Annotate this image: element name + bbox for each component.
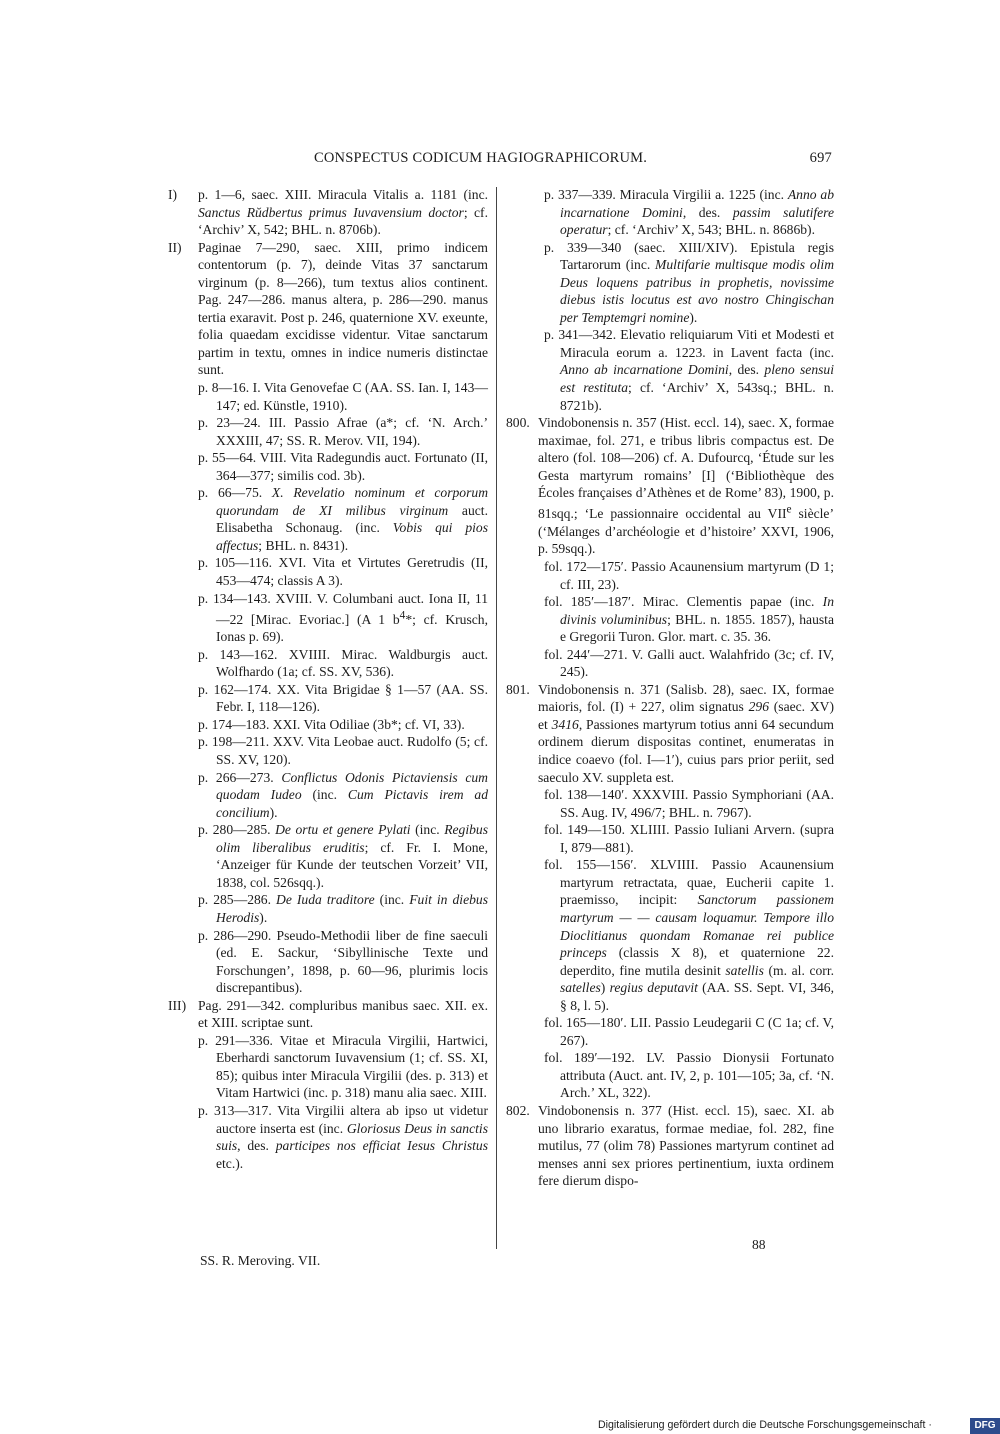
content-item — [168, 821, 488, 891]
entry-text: Paginae 7—290, saec. XIII, primo indicem contentorum (p. 7), deinde Vitas 37 sanctarum virginum (p. 8—266), tum textus alios continent. Pag. 247—286. manus altera, p. 286—290. manus tertia exaravit. Post p. 246, quaternione XV. exeunte, folia quaedam excidisse videntur. Vitae sanctarum partim in textu, omnes in indice numeris distinctae sunt. — [198, 239, 488, 378]
running-header — [176, 150, 832, 172]
content-item — [168, 927, 488, 997]
entry-number: I) — [168, 187, 178, 202]
running-title: CONSPECTUS CODICUM HAGIOGRAPHICORUM. — [314, 150, 648, 166]
content-item — [168, 681, 488, 716]
entry-text: p. 266—273. Conflictus Odonis Pictaviensis cum quodam Iudeo (inc. Cum Pictavis irem ad concilium). — [198, 769, 489, 820]
entry-text: p. 280—285. De ortu et genere Pylati (inc. Regibus olim liberalibus eruditis; cf. Fr. I. Mone, ‘Anzeiger für Kunde der teutschen Vorzeit’ VII, 1838, col. 526sqq.). — [198, 822, 488, 890]
entry-text: p. 341—342. Elevatio reliquiarum Viti et Modesti et Miracula eorum a. 1223. in Lavent facta (inc. Anno ab incarnatione Domini, des. pleno sensui est restituta; cf. ‘Archiv’ X, 543sq.; BHL. n. 8721b). — [544, 327, 834, 413]
entry-text: p. 162—174. XX. Vita Brigidae § 1—57 (AA. SS. Febr. I, 118—126). — [198, 681, 488, 715]
page-number: 697 — [809, 150, 832, 166]
content-item — [506, 558, 834, 593]
entry-text: Vindobonensis n. 371 (Salisb. 28), saec. IX, formae maioris, fol. (I) + 227, olim signatus 296 (saec. XV) et 3416, Passiones martyrum totius anni 64 secundum ordinem dierum dispositas continet, enumeratas in indice coaevo (fol. I—1′), cuius pars prior periit, sed saeculo XV. suppleta est. — [538, 681, 835, 785]
sheet-number: 88 — [752, 1237, 766, 1252]
content-item — [168, 590, 488, 646]
content-item — [168, 554, 488, 589]
entry-text: Vindobonensis n. 357 (Hist. eccl. 14), saec. X, formae maximae, fol. 271, e tribus libris compactus est. De altero (fol. 108—206) cf. A. Dufourcq, ‘Étude sur les Gesta martyrum romains’ [I] (‘Bibliothèque des Écoles françaises d’Athènes et de Rome’ 83), 1900, p. 81sqq.; ‘Le passionnaire occidental au VIIe siècle’ (‘Mélanges d’archéologie et d’histoire’ XXVI, 1906, p. 59sqq.). — [538, 415, 834, 557]
codex-entry — [506, 414, 834, 558]
right-column — [506, 186, 834, 1190]
entry-text: fol. 185′—187′. Mirac. Clementis papae (inc. In divinis voluminibus; BHL. n. 1855. 1857), hausta e Gregorii Turon. Glor. mart. c. 35. 36. — [544, 594, 834, 645]
entry-text: p. 337—339. Miracula Virgilii a. 1225 (inc. Anno ab incarnatione Domini, des. passim salutifere operatur; cf. ‘Archiv’ X, 543; BHL. n. 8686b). — [544, 187, 835, 238]
content-item — [506, 1014, 834, 1049]
entry-text: p. 1—6, saec. XIII. Miracula Vitalis a. 1181 (inc. Sanctus Rŭdbertus primus Iuvavensium doctor; cf. ‘Archiv’ X, 542; BHL. n. 8706b). — [198, 187, 488, 238]
content-item — [506, 786, 834, 821]
content-item — [506, 239, 834, 327]
entry-number: 802. — [506, 1102, 530, 1118]
content-item — [168, 769, 488, 822]
entry-text: p. 23—24. III. Passio Afrae (a*; cf. ‘N. Arch.’ XXXIII, 47; SS. R. Merov. VII, 194). — [198, 415, 488, 448]
signature-mark: SS. R. Meroving. VII. — [200, 1253, 321, 1268]
section-entry — [168, 239, 488, 379]
content-item — [168, 414, 488, 449]
entry-text: p. 339—340 (saec. XIII/XIV). Epistula regis Tartarorum (inc. Multifarie multisque modis olim Deus loquens patribus in prophetis, novissime diebus istis locutus est avo nostro Chingischan per Temptemgri nomine). — [544, 239, 835, 325]
entry-text: fol. 155—156′. XLVIIII. Passio Acaunensium martyrum retractata, quae, Eucherii capite 1. praemisso, incipit: Sanctorum passionem martyrum — — causam loquamur. Tempore illo Dioclitianus quondam Romanae rei publice princeps (classis X 8), et quaternione 22. deperdito, fine mutila desinit satellis (m. al. corr. satelles) regius deputavit (AA. SS. Sept. VI, 346, § 8, l. 5). — [544, 857, 835, 1013]
content-item — [506, 186, 834, 239]
entry-text: fol. 189′—192. LV. Passio Dionysii Fortunato attributa (Auct. ant. IV, 2, p. 101—105; 3a, cf. ‘N. Arch.’ XL, 322). — [544, 1050, 834, 1101]
entry-text: p. 134—143. XVIII. V. Columbani auct. Iona II, 11—22 [Mirac. Evoriac.] (A 1 $b^4*$; cf. Krusch, Ionas p. 69). — [198, 590, 488, 645]
content-item — [168, 891, 488, 926]
entry-text: p. 313—317. Vita Virgilii altera ab ipso ut videtur auctore inserta est (inc. Gloriosus Deus in sanctis suis, des. participes nos efficiat Iesus Christus etc.). — [198, 1102, 489, 1171]
codex-entry — [506, 1102, 834, 1190]
content-item — [168, 716, 488, 734]
entry-text: p. 143—162. XVIIII. Mirac. Waldburgis auct. Wolfhardo (1a; cf. SS. XV, 536). — [198, 646, 488, 680]
content-item — [506, 646, 834, 681]
entry-text: p. 286—290. Pseudo-Methodii liber de fine saeculi (ed. E. Sackur, ‘Sibyllinische Texte und Forschungen’, 1898, p. 60—96, plurimis locis discrepantibus). — [198, 927, 488, 996]
entry-text: p. 198—211. XXV. Vita Leobae auct. Rudolfo (5; cf. SS. XV, 120). — [198, 734, 488, 768]
content-item — [168, 449, 488, 484]
entry-text: p. 105—116. XVI. Vita et Virtutes Geretrudis (II, 453—474; classis A 3). — [198, 555, 488, 589]
content-item — [506, 1049, 834, 1102]
entry-text: p. 55—64. VIII. Vita Radegundis auct. Fortunato (II, 364—377; similis cod. 3b). — [198, 450, 488, 483]
section-entry — [168, 997, 488, 1032]
entry-text: Vindobonensis n. 377 (Hist. eccl. 15), saec. XI. ab uno librario exaratus, formae mediae, fol. 282, fine mutilus, 77 (olim 78) Passiones martyrum continet ad menses anni sex priores pertinentium, iuxta ordinem fere dierum dispo- — [538, 1102, 834, 1189]
content-item — [168, 1102, 488, 1172]
content-item — [168, 1032, 488, 1102]
content-item — [506, 856, 834, 1014]
entry-text: p. 8—16. I. Vita Genovefae C (AA. SS. Ian. I, 143—147; ed. Künstle, 1910). — [198, 380, 488, 413]
content-item — [168, 484, 488, 554]
content-item — [168, 733, 488, 768]
entry-text: p. 174—183. XXI. Vita Odiliae (3b*; cf. VI, 33). — [198, 716, 465, 732]
content-item — [168, 646, 488, 681]
entry-number: II) — [168, 239, 182, 255]
entry-number: III) — [168, 997, 187, 1013]
entry-text: p. 291—336. Vitae et Miracula Virgilii, Hartwici, Eberhardi sanctorum Iuvavensium (1; cf. SS. XI, 85); quibus inter Miracula Virgilii (des. p. 313) et Vitam Hartwici (inc. p. 318) manu alia saec. XIII. — [198, 1032, 488, 1101]
entry-text: fol. 149—150. XLIIII. Passio Iuliani Arvern. (supra I, 879—881). — [544, 822, 834, 855]
entry-text: p. 66—75. X. Revelatio nominum et corporum quorundam de XI milibus virginum auct. Elisabetha Schonaug. (inc. Vobis qui pios affectus; BHL. n. 8431). — [198, 485, 489, 553]
content-item — [506, 326, 834, 414]
entry-text: Pag. 291—342. compluribus manibus saec. XII. ex. et XIII. scriptae sunt. — [198, 997, 488, 1031]
content-item — [506, 593, 834, 646]
dfg-logo-icon: DFG — [970, 1418, 1000, 1434]
section-entry — [168, 186, 488, 239]
codex-entry — [506, 681, 834, 786]
left-column — [168, 186, 488, 1172]
entry-text: fol. 165—180′. LII. Passio Leudegarii C (C 1a; cf. V, 267). — [544, 1015, 834, 1048]
entry-number: 801. — [506, 681, 530, 697]
entry-text: p. 285—286. De Iuda traditore (inc. Fuit in diebus Herodis). — [198, 892, 488, 925]
content-item — [168, 379, 488, 414]
entry-text: fol. 244′—271. V. Galli auct. Walahfrido (3c; cf. IV, 245). — [544, 646, 834, 680]
entry-number: 800. — [506, 415, 530, 431]
entry-text: fol. 172—175′. Passio Acaunensium martyrum (D 1; cf. III, 23). — [544, 559, 834, 592]
column-divider — [496, 187, 497, 1249]
content-item — [506, 821, 834, 856]
entry-text: fol. 138—140′. XXXVIII. Passio Symphoriani (AA. SS. Aug. IV, 496/7; BHL. n. 7967). — [544, 787, 834, 820]
dfg-credit-bar — [598, 1418, 1000, 1434]
dfg-credit-text: Digitalisierung gefördert durch die Deutsche Forschungsgemeinschaft · — [598, 1419, 932, 1431]
